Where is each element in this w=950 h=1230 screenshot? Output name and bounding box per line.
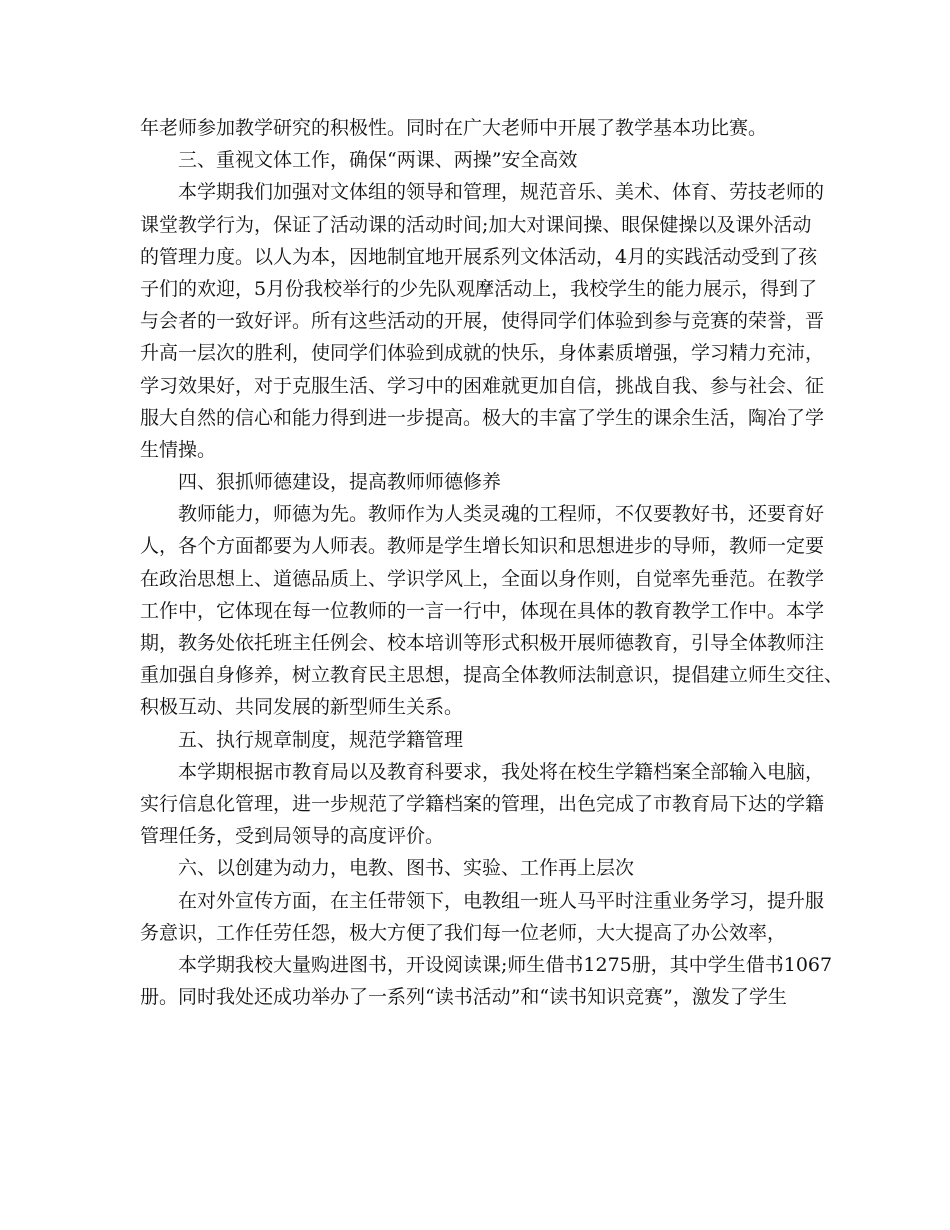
text-line: 年老师参加教学研究的积极性。同时在广大老师中开展了教学基本功比赛。 <box>140 117 768 139</box>
text-line: 管理任务，受到局领导的高度评价。 <box>140 825 445 848</box>
text-line: 子们的欢迎，5月份我校举行的少先队观摩活动上，我校学生的能力展示，得到了 <box>140 277 818 300</box>
text-line: 教师能力，师德为先。教师作为人类灵魂的工程师，不仅要教好书，还要育好 <box>178 503 825 526</box>
text-line: 的管理力度。以人为本，因地制宜地开展系列文体活动，4月的实践活动受到了孩 <box>140 245 818 268</box>
text-line: 与会者的一致好评。所有这些活动的开展，使得同学们体验到参与竞赛的荣誉，晋 <box>140 310 825 333</box>
text-line: 在对外宣传方面，在主任带领下，电教组一班人马平时注重业务学习，提升服 <box>178 889 825 912</box>
text-line: 工作中，它体现在每一位教师的一言一行中，体现在具体的教育教学工作中。本学 <box>140 599 825 622</box>
text-line: 在政治思想上、道德品质上、学识学风上，全面以身作则，自觉率先垂范。在教学 <box>140 567 825 590</box>
text-line: 本学期我校大量购进图书，开设阅读课;师生借书1275册，其中学生借书1067 <box>178 953 833 976</box>
text-line: 本学期根据市教育局以及教育科要求，我处将在校生学籍档案全部输入电脑， <box>178 760 825 783</box>
text-line: 务意识，工作任劳任怨，极大方便了我们每一位老师，大大提高了办公效率， <box>140 921 787 944</box>
text-line: 三、重视文体工作，确保“两课、两操”安全高效 <box>178 149 578 172</box>
text-line: 五、执行规章制度，规范学籍管理 <box>178 728 464 751</box>
text-line: 重加强自身修养，树立教育民主思想，提高全体教师法制意识，提倡建立师生交往、 <box>140 664 844 687</box>
text-line: 课堂教学行为，保证了活动课的活动时间;加大对课间操、眼保健操以及课外活动 <box>140 213 812 236</box>
text-line: 升高一层次的胜利，使同学们体验到成就的快乐，身体素质增强，学习精力充沛， <box>140 342 825 365</box>
text-line: 册。同时我处还成功举办了一系列“读书活动”和“读书知识竞赛”，激发了学生 <box>140 986 787 1009</box>
text-line: 积极互动、共同发展的新型师生关系。 <box>140 696 464 719</box>
text-line: 学习效果好，对于克服生活、学习中的困难就更加自信，挑战自我、参与社会、征 <box>140 374 825 397</box>
text-line: 生情操。 <box>140 438 217 461</box>
document-body <box>140 112 844 1013</box>
text-line: 实行信息化管理，进一步规范了学籍档案的管理，出色完成了市教育局下达的学籍 <box>140 792 825 815</box>
text-line: 四、狠抓师德建设，提高教师师德修养 <box>178 471 502 494</box>
text-line: 服大自然的信心和能力得到进一步提高。极大的丰富了学生的课余生活，陶冶了学 <box>140 406 825 429</box>
text-line: 人，各个方面都要为人师表。教师是学生增长知识和思想进步的导师，教师一定要 <box>140 535 825 558</box>
text-line: 本学期我们加强对文体组的领导和管理，规范音乐、美术、体育、劳技老师的 <box>178 181 825 204</box>
text-line: 六、以创建为动力，电教、图书、实验、工作再上层次 <box>178 857 635 880</box>
text-line: 期，教务处依托班主任例会、校本培训等形式积极开展师德教育，引导全体教师注 <box>140 632 825 654</box>
